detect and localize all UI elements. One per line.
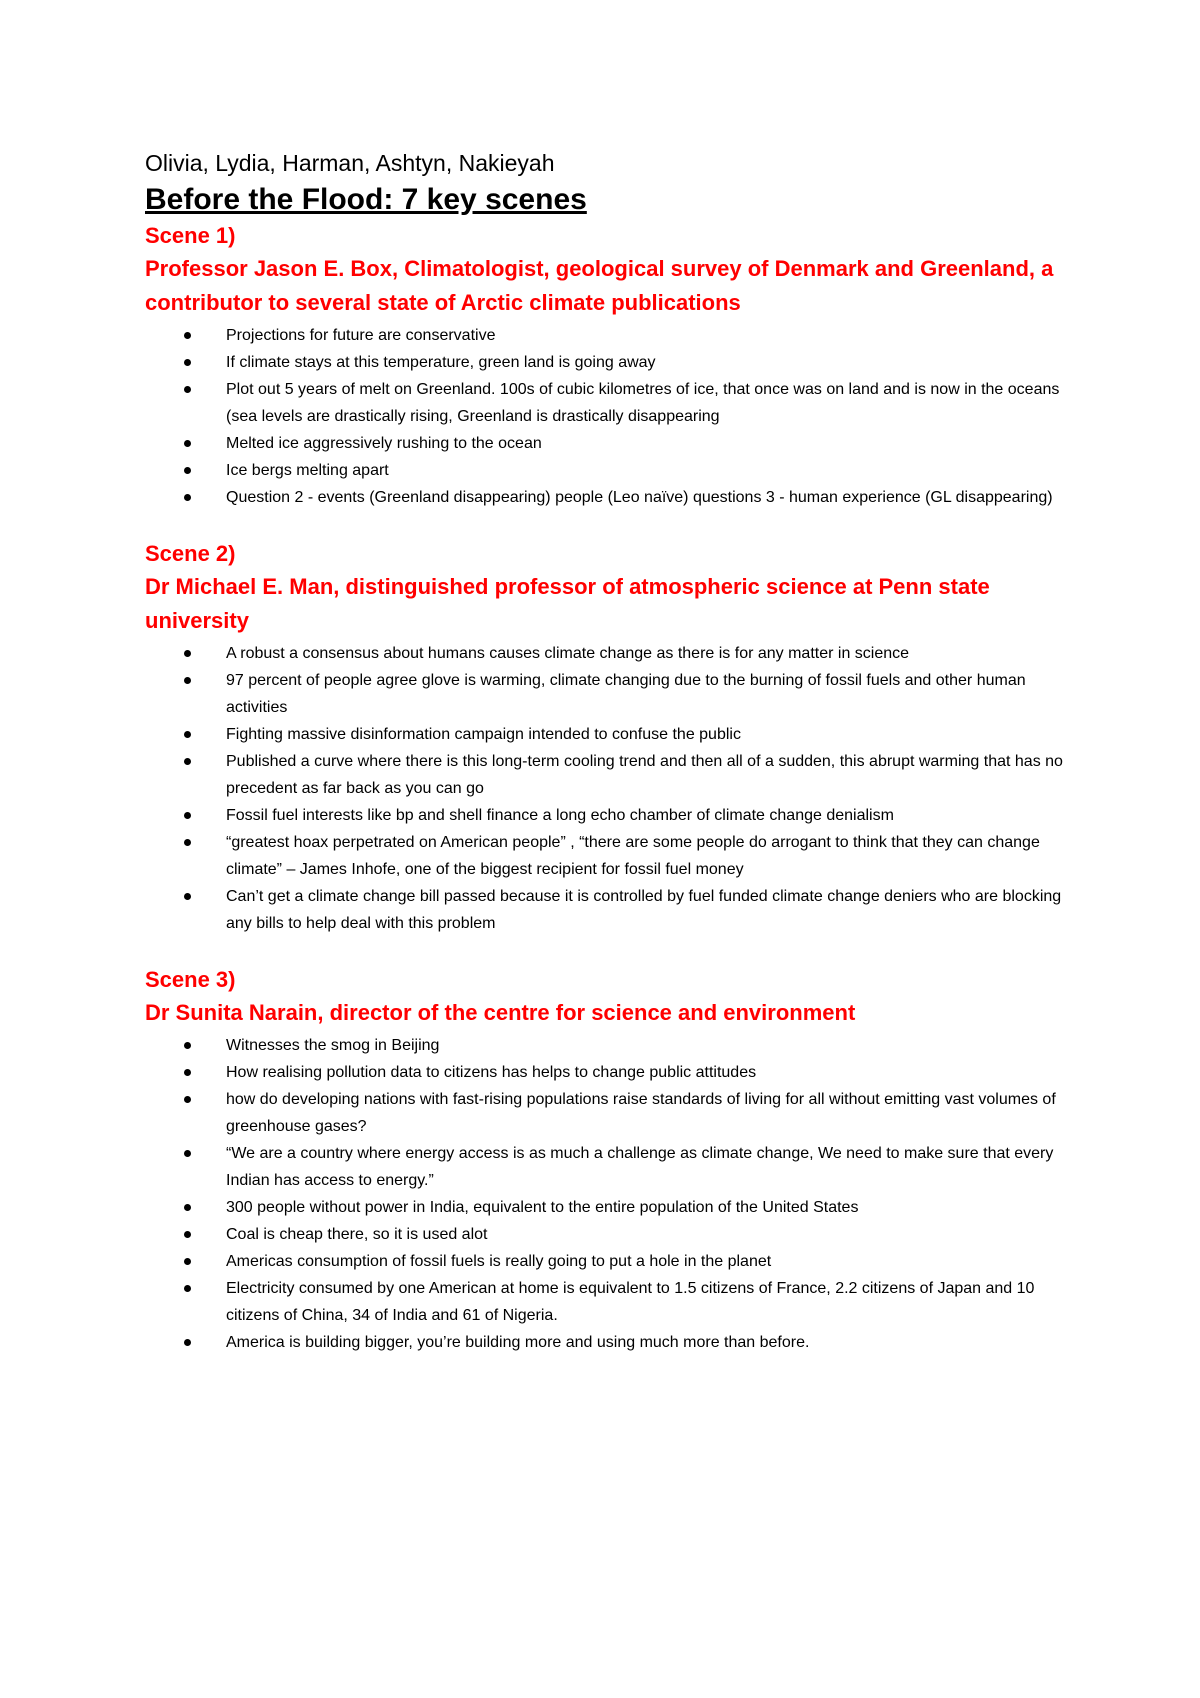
bullet-icon: [184, 440, 191, 447]
list-item-text: Ice bergs melting apart: [226, 462, 389, 479]
bullet-icon: [184, 1150, 191, 1157]
bullet-list: [145, 322, 1085, 511]
spacer: [145, 511, 1085, 538]
bullet-icon: [184, 1096, 191, 1103]
scene-heading: Scene 1): [145, 223, 236, 248]
document-title: Before the Flood: 7 key scenes: [145, 183, 587, 216]
list-item: [226, 1221, 1085, 1248]
bullet-icon: [184, 1285, 191, 1292]
list-item-text: Americas consumption of fossil fuels is really going to put a hole in the planet: [226, 1253, 772, 1270]
bullet-icon: [184, 1231, 191, 1238]
list-item-text: “greatest hoax perpetrated on American people” , “there are some people do arrogant to think that they can change climate” – James Inhofe, one of the biggest recipient for fossil fuel money: [226, 834, 1040, 878]
document-page: [145, 148, 1085, 1356]
bullet-icon: [184, 1258, 191, 1265]
list-item: [226, 829, 1085, 883]
scene-heading: Scene 2): [145, 541, 236, 566]
list-item-text: Coal is cheap there, so it is used alot: [226, 1226, 488, 1243]
list-item: [226, 457, 1085, 484]
bullet-icon: [184, 1339, 191, 1346]
list-item: [226, 484, 1085, 511]
list-item-text: How realising pollution data to citizens has helps to change public attitudes: [226, 1064, 757, 1081]
scene-subject: Dr Sunita Narain, director of the centre for science and environment: [145, 1000, 856, 1025]
bullet-icon: [184, 386, 191, 393]
bullet-icon: [184, 359, 191, 366]
bullet-icon: [184, 839, 191, 846]
bullet-icon: [184, 1042, 191, 1049]
list-item: [226, 802, 1085, 829]
list-item: [226, 1032, 1085, 1059]
list-item-text: America is building bigger, you’re building more and using much more than before.: [226, 1334, 810, 1351]
bullet-icon: [184, 1069, 191, 1076]
scene-heading: Scene 3): [145, 967, 236, 992]
scene-2: [145, 538, 1085, 964]
list-item-text: how do developing nations with fast-rising populations raise standards of living for all without emitting vast volumes of greenhouse gases?: [226, 1091, 1056, 1135]
bullet-icon: [184, 812, 191, 819]
list-item: [226, 349, 1085, 376]
spacer: [145, 937, 1085, 964]
list-item: [226, 1194, 1085, 1221]
list-item-text: Question 2 - events (Greenland disappearing) people (Leo naïve) questions 3 - human experience (GL disappearing): [226, 489, 1053, 506]
list-item-text: Fossil fuel interests like bp and shell finance a long echo chamber of climate change denialism: [226, 807, 894, 824]
bullet-icon: [184, 893, 191, 900]
bullet-icon: [184, 650, 191, 657]
bullet-list: [145, 640, 1085, 937]
bullet-icon: [184, 332, 191, 339]
list-item: [226, 748, 1085, 802]
list-item-text: Witnesses the smog in Beijing: [226, 1037, 440, 1054]
list-item: [226, 667, 1085, 721]
list-item: [226, 1329, 1085, 1356]
list-item-text: Plot out 5 years of melt on Greenland. 100s of cubic kilometres of ice, that once was on land and is now in the oceans (sea levels are drastically rising, Greenland is drastically disappearing: [226, 381, 1060, 425]
bullet-icon: [184, 494, 191, 501]
authors-line: Olivia, Lydia, Harman, Ashtyn, Nakieyah: [145, 150, 555, 176]
list-item: [226, 1248, 1085, 1275]
bullet-list: [145, 1032, 1085, 1356]
list-item: [226, 640, 1085, 667]
list-item: [226, 376, 1085, 430]
list-item: [226, 1086, 1085, 1140]
list-item: [226, 1059, 1085, 1086]
bullet-icon: [184, 758, 191, 765]
list-item-text: 300 people without power in India, equivalent to the entire population of the United States: [226, 1199, 859, 1216]
scene-1: [145, 220, 1085, 538]
list-item-text: Can’t get a climate change bill passed because it is controlled by fuel funded climate change deniers who are blocking any bills to help deal with this problem: [226, 888, 1062, 932]
list-item: [226, 430, 1085, 457]
bullet-icon: [184, 467, 191, 474]
scene-subject: Professor Jason E. Box, Climatologist, geological survey of Denmark and Greenland, a contributor to several state of Arctic climate publications: [145, 256, 1054, 315]
list-item-text: If climate stays at this temperature, green land is going away: [226, 354, 656, 371]
bullet-icon: [184, 1204, 191, 1211]
list-item-text: 97 percent of people agree glove is warming, climate changing due to the burning of fossil fuels and other human activities: [226, 672, 1026, 716]
scene-subject: Dr Michael E. Man, distinguished professor of atmospheric science at Penn state university: [145, 574, 990, 633]
list-item-text: A robust a consensus about humans causes climate change as there is for any matter in science: [226, 645, 910, 662]
list-item: [226, 1275, 1085, 1329]
list-item: [226, 322, 1085, 349]
list-item-text: Projections for future are conservative: [226, 327, 496, 344]
list-item-text: Published a curve where there is this long-term cooling trend and then all of a sudden, this abrupt warming that has no precedent as far back as you can go: [226, 753, 1063, 797]
list-item: [226, 1140, 1085, 1194]
bullet-icon: [184, 731, 191, 738]
list-item: [226, 721, 1085, 748]
list-item-text: Melted ice aggressively rushing to the ocean: [226, 435, 542, 452]
bullet-icon: [184, 677, 191, 684]
scene-3: [145, 964, 1085, 1356]
list-item-text: “We are a country where energy access is as much a challenge as climate change, We need to make sure that every Indian has access to energy.”: [226, 1145, 1054, 1189]
list-item-text: Electricity consumed by one American at home is equivalent to 1.5 citizens of France, 2.2 citizens of Japan and 10 citizens of China, 34 of India and 61 of Nigeria.: [226, 1280, 1035, 1324]
list-item-text: Fighting massive disinformation campaign intended to confuse the public: [226, 726, 741, 743]
list-item: [226, 883, 1085, 937]
